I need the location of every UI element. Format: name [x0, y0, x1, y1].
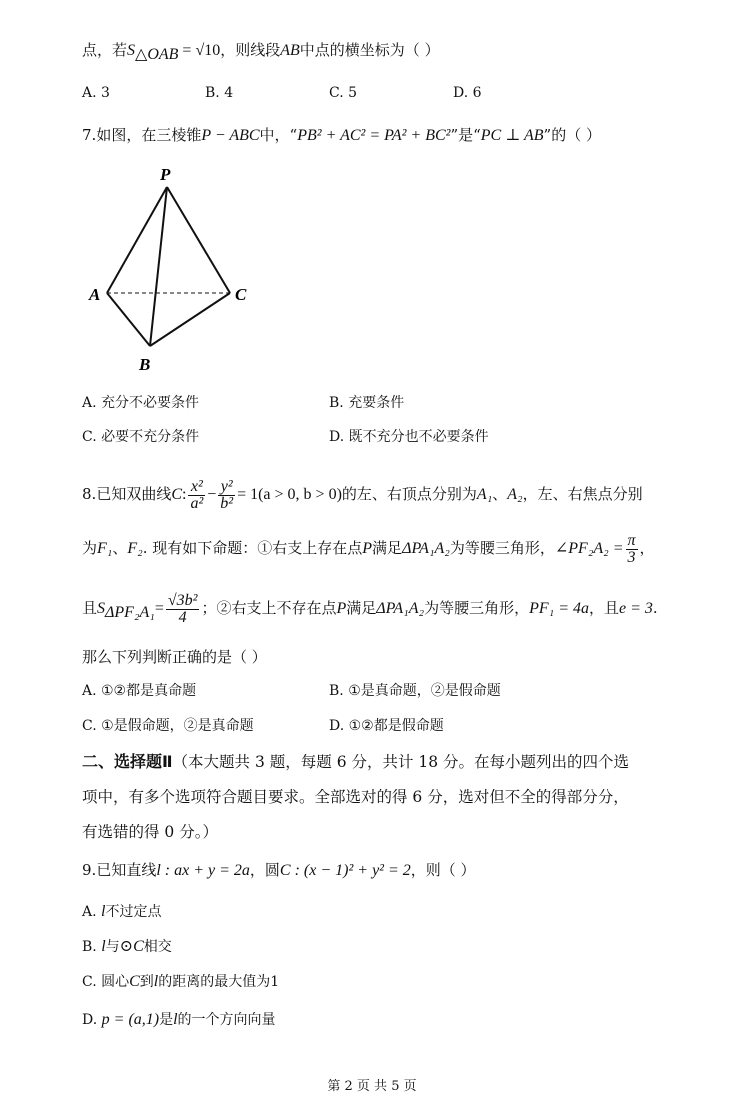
q7-option-d[interactable]: D. 既不充分也不必要条件: [329, 429, 489, 445]
label-P: P: [160, 165, 171, 184]
q6-option-d[interactable]: D. 6: [453, 85, 482, 101]
q7-option-a[interactable]: A. 充分不必要条件: [82, 395, 200, 411]
q8-option-c[interactable]: C. ①是假命题，②是真命题: [82, 718, 254, 734]
label-C: C: [235, 285, 247, 304]
q6-option-a[interactable]: A. 3: [82, 85, 110, 101]
q9-option-c[interactable]: C. 圆心C到l的距离的最大值为1: [82, 973, 280, 990]
q8-option-b[interactable]: B. ①是真命题，②是假命题: [329, 683, 501, 699]
q8-stem-line4: 那么下列判断正确的是（ ）: [82, 648, 267, 666]
q6-option-c[interactable]: C. 5: [329, 85, 358, 101]
q7-option-c[interactable]: C. 必要不充分条件: [82, 429, 200, 445]
section2-line2: 项中，有多个选项符合题目要求。全部选对的得 6 分，选对但不全的得部分分，: [82, 788, 629, 806]
q9-option-a[interactable]: A. l不过定点: [82, 903, 162, 920]
edge-BC: [150, 293, 230, 346]
label-B: B: [139, 355, 151, 374]
q7-option-b[interactable]: B. 充要条件: [329, 395, 405, 411]
edge-PC: [167, 187, 230, 293]
q9-option-d[interactable]: D. p = (a,1)是l的一个方向向量: [82, 1011, 276, 1028]
q9-stem: 9.已知直线l : ax + y = 2a，圆C : (x − 1)² + y² = 2，则（ ）: [82, 861, 476, 879]
section2-heading: 二、选择题Ⅱ: [82, 752, 173, 771]
q8-option-d[interactable]: D. ①②都是假命题: [329, 718, 444, 734]
q8-option-a[interactable]: A. ①②都是真命题: [82, 683, 197, 699]
q6-stem-line: 点，若$S_{\triangle OAB} = √10$，则线段AB中点的横坐标为（ ）: [82, 41, 440, 63]
q8-stem-line2: 为F₁、F₂. 现有如下命题：①右支上存在点P满足ΔPA₁A₂为等腰三角形，∠PF₂A₂ = $\frac{\pi}{3}$ ，: [82, 531, 655, 566]
section2-line3: 有选错的得 0 分。）: [82, 823, 218, 841]
edge-AB: [107, 293, 150, 346]
section2-line1: 二、选择题Ⅱ（本大题共 3 题，每题 6 分，共计 18 分。在每小题列出的四个选: [82, 752, 630, 771]
q8-stem-line3: 且$S_{\Delta PF_2A_1}=$ $\frac{\text{√3b²}}{4}$ ；②右支上不存在点P满足ΔPA₁A₂为等腰三角形，PF₁ = 4a，且e = 3.: [82, 591, 658, 626]
q6-option-b[interactable]: B. 4: [205, 85, 234, 101]
q8-stem-line1: 8.已知双曲线C: $\frac{\text{x²}}{\text{a²}}$ − $\frac{\text{y²}}{\text{b²}}$ = 1(a > 0, b > 0)的左、右顶点分别为A₁、A₂，左、右焦点分别: [82, 477, 643, 512]
page-footer: 第 2 页 共 5 页: [327, 1079, 417, 1094]
q7-stem: 7.如图，在三棱锥P − ABC中，“PB² + AC² = PA² + BC²”是“PC ⊥ AB”的（ ）: [82, 126, 601, 144]
q9-option-b[interactable]: B. l与⊙C相交: [82, 938, 172, 955]
tetrahedron-figure: [80, 160, 260, 380]
label-A: A: [89, 285, 101, 304]
